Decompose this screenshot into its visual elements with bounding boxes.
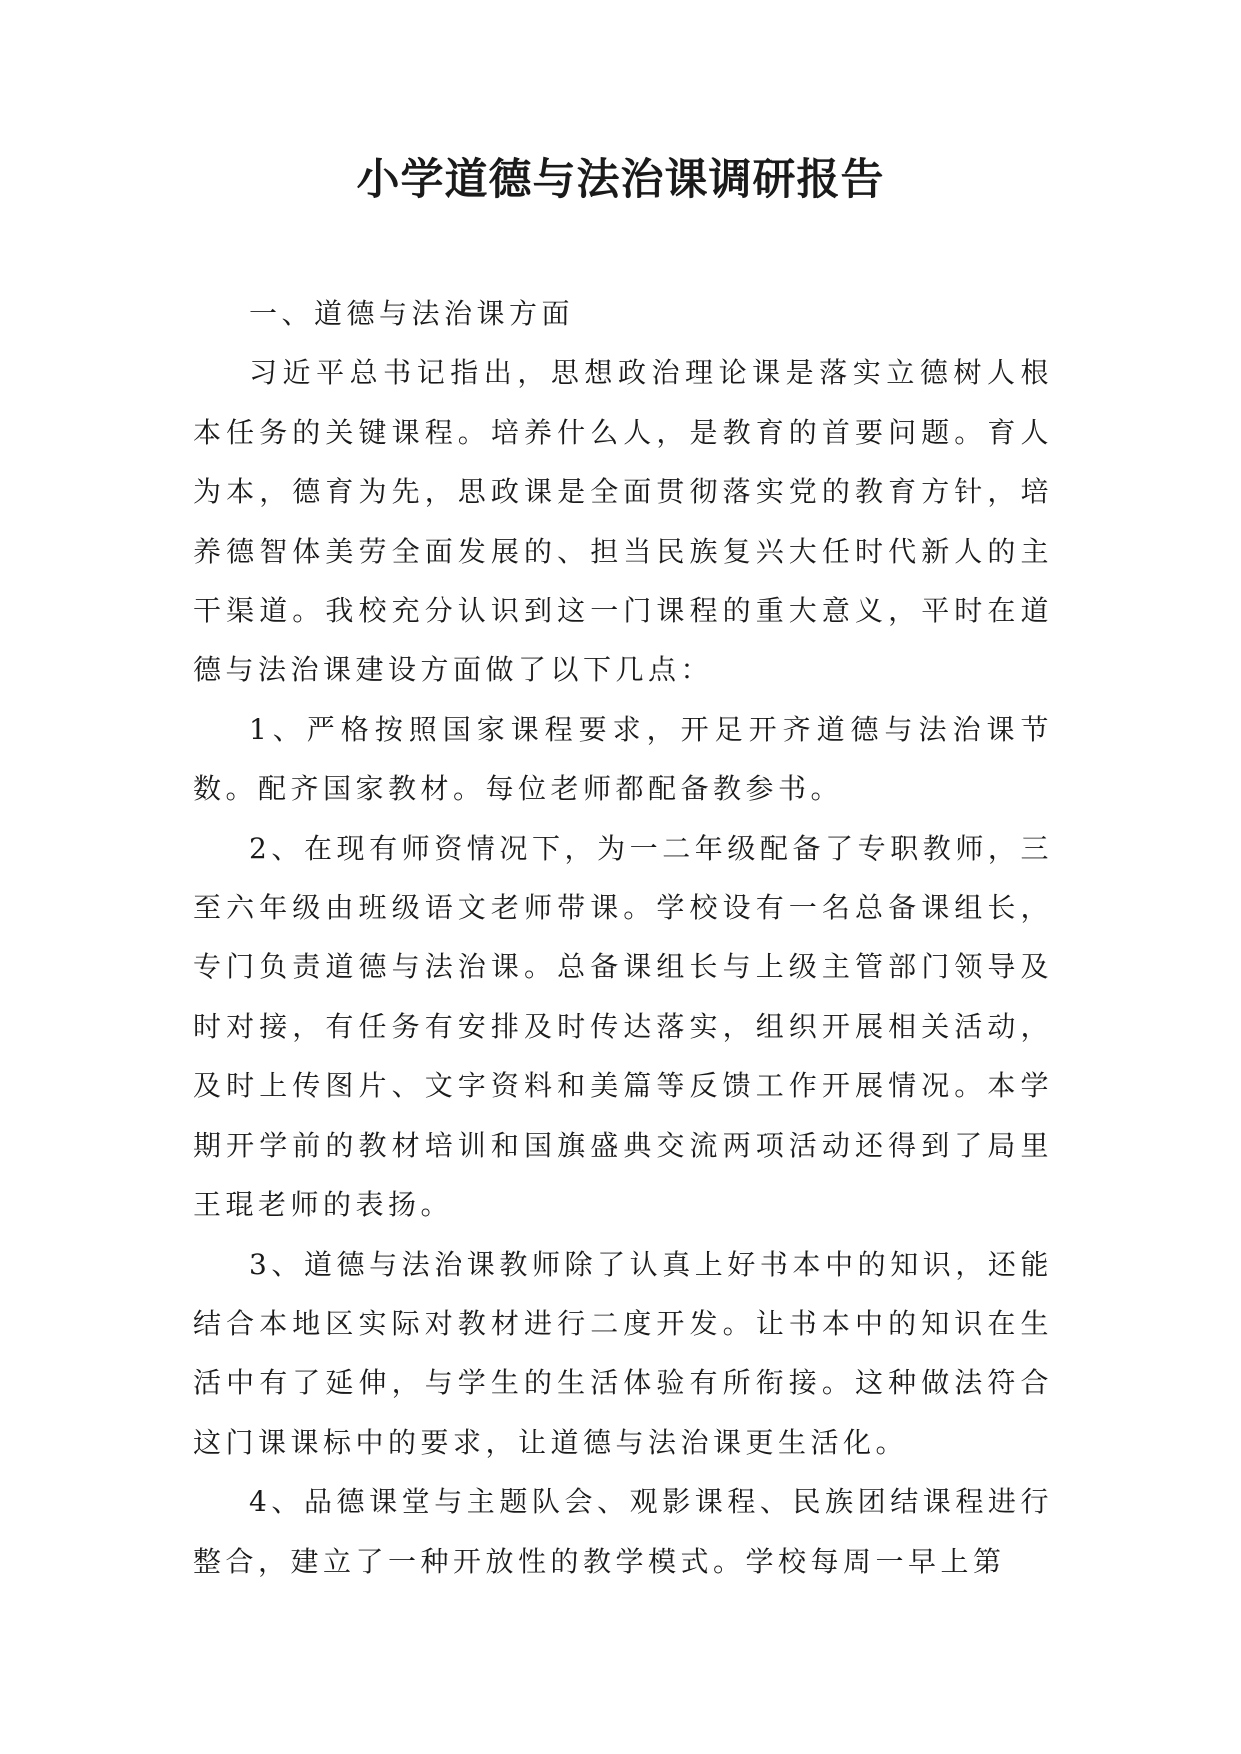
paragraph-item-3: 3、道德与法治课教师除了认真上好书本中的知识，还能结合本地区实际对教材进行二度开发。让书本中的知识在生活中有了延伸，与学生的生活体验有所衔接。这种做法符合这门课课标中的要求，让道德与法治课更生活化。 bbox=[193, 1247, 1053, 1459]
paragraph-intro: 习近平总书记指出，思想政治理论课是落实立德树人根本任务的关键课程。培养什么人，是教育的首要问题。育人为本，德育为先，思政课是全面贯彻落实党的教育方针，培养德智体美劳全面发展的、担当民族复兴大任时代新人的主干渠道。我校充分认识到这一门课程的重大意义，平时在道德与法治课建设方面做了以下几点： bbox=[193, 356, 1053, 687]
paragraph-item-4: 4、品德课堂与主题队会、观影课程、民族团结课程进行整合，建立了一种开放性的教学模式。学校每周一早上第 bbox=[193, 1485, 1053, 1578]
document-title: 小学道德与法治课调研报告 bbox=[356, 155, 885, 205]
paragraph-item-2: 2、在现有师资情况下，为一二年级配备了专职教师，三至六年级由班级语文老师带课。学校设有一名总备课组长，专门负责道德与法治课。总备课组长与上级主管部门领导及时对接，有任务有安排及时传达落实，组织开展相关活动，及时上传图片、文字资料和美篇等反馈工作开展情况。本学期开学前的教材培训和国旗盛典交流两项活动还得到了局里王琨老师的表扬。 bbox=[193, 831, 1053, 1222]
document-body bbox=[193, 284, 1053, 1591]
section-heading: 一、道德与法治课方面 bbox=[249, 297, 575, 330]
paragraph-item-1: 1、严格按照国家课程要求，开足开齐道德与法治课节数。配齐国家教材。每位老师都配备教参书。 bbox=[193, 712, 1053, 806]
